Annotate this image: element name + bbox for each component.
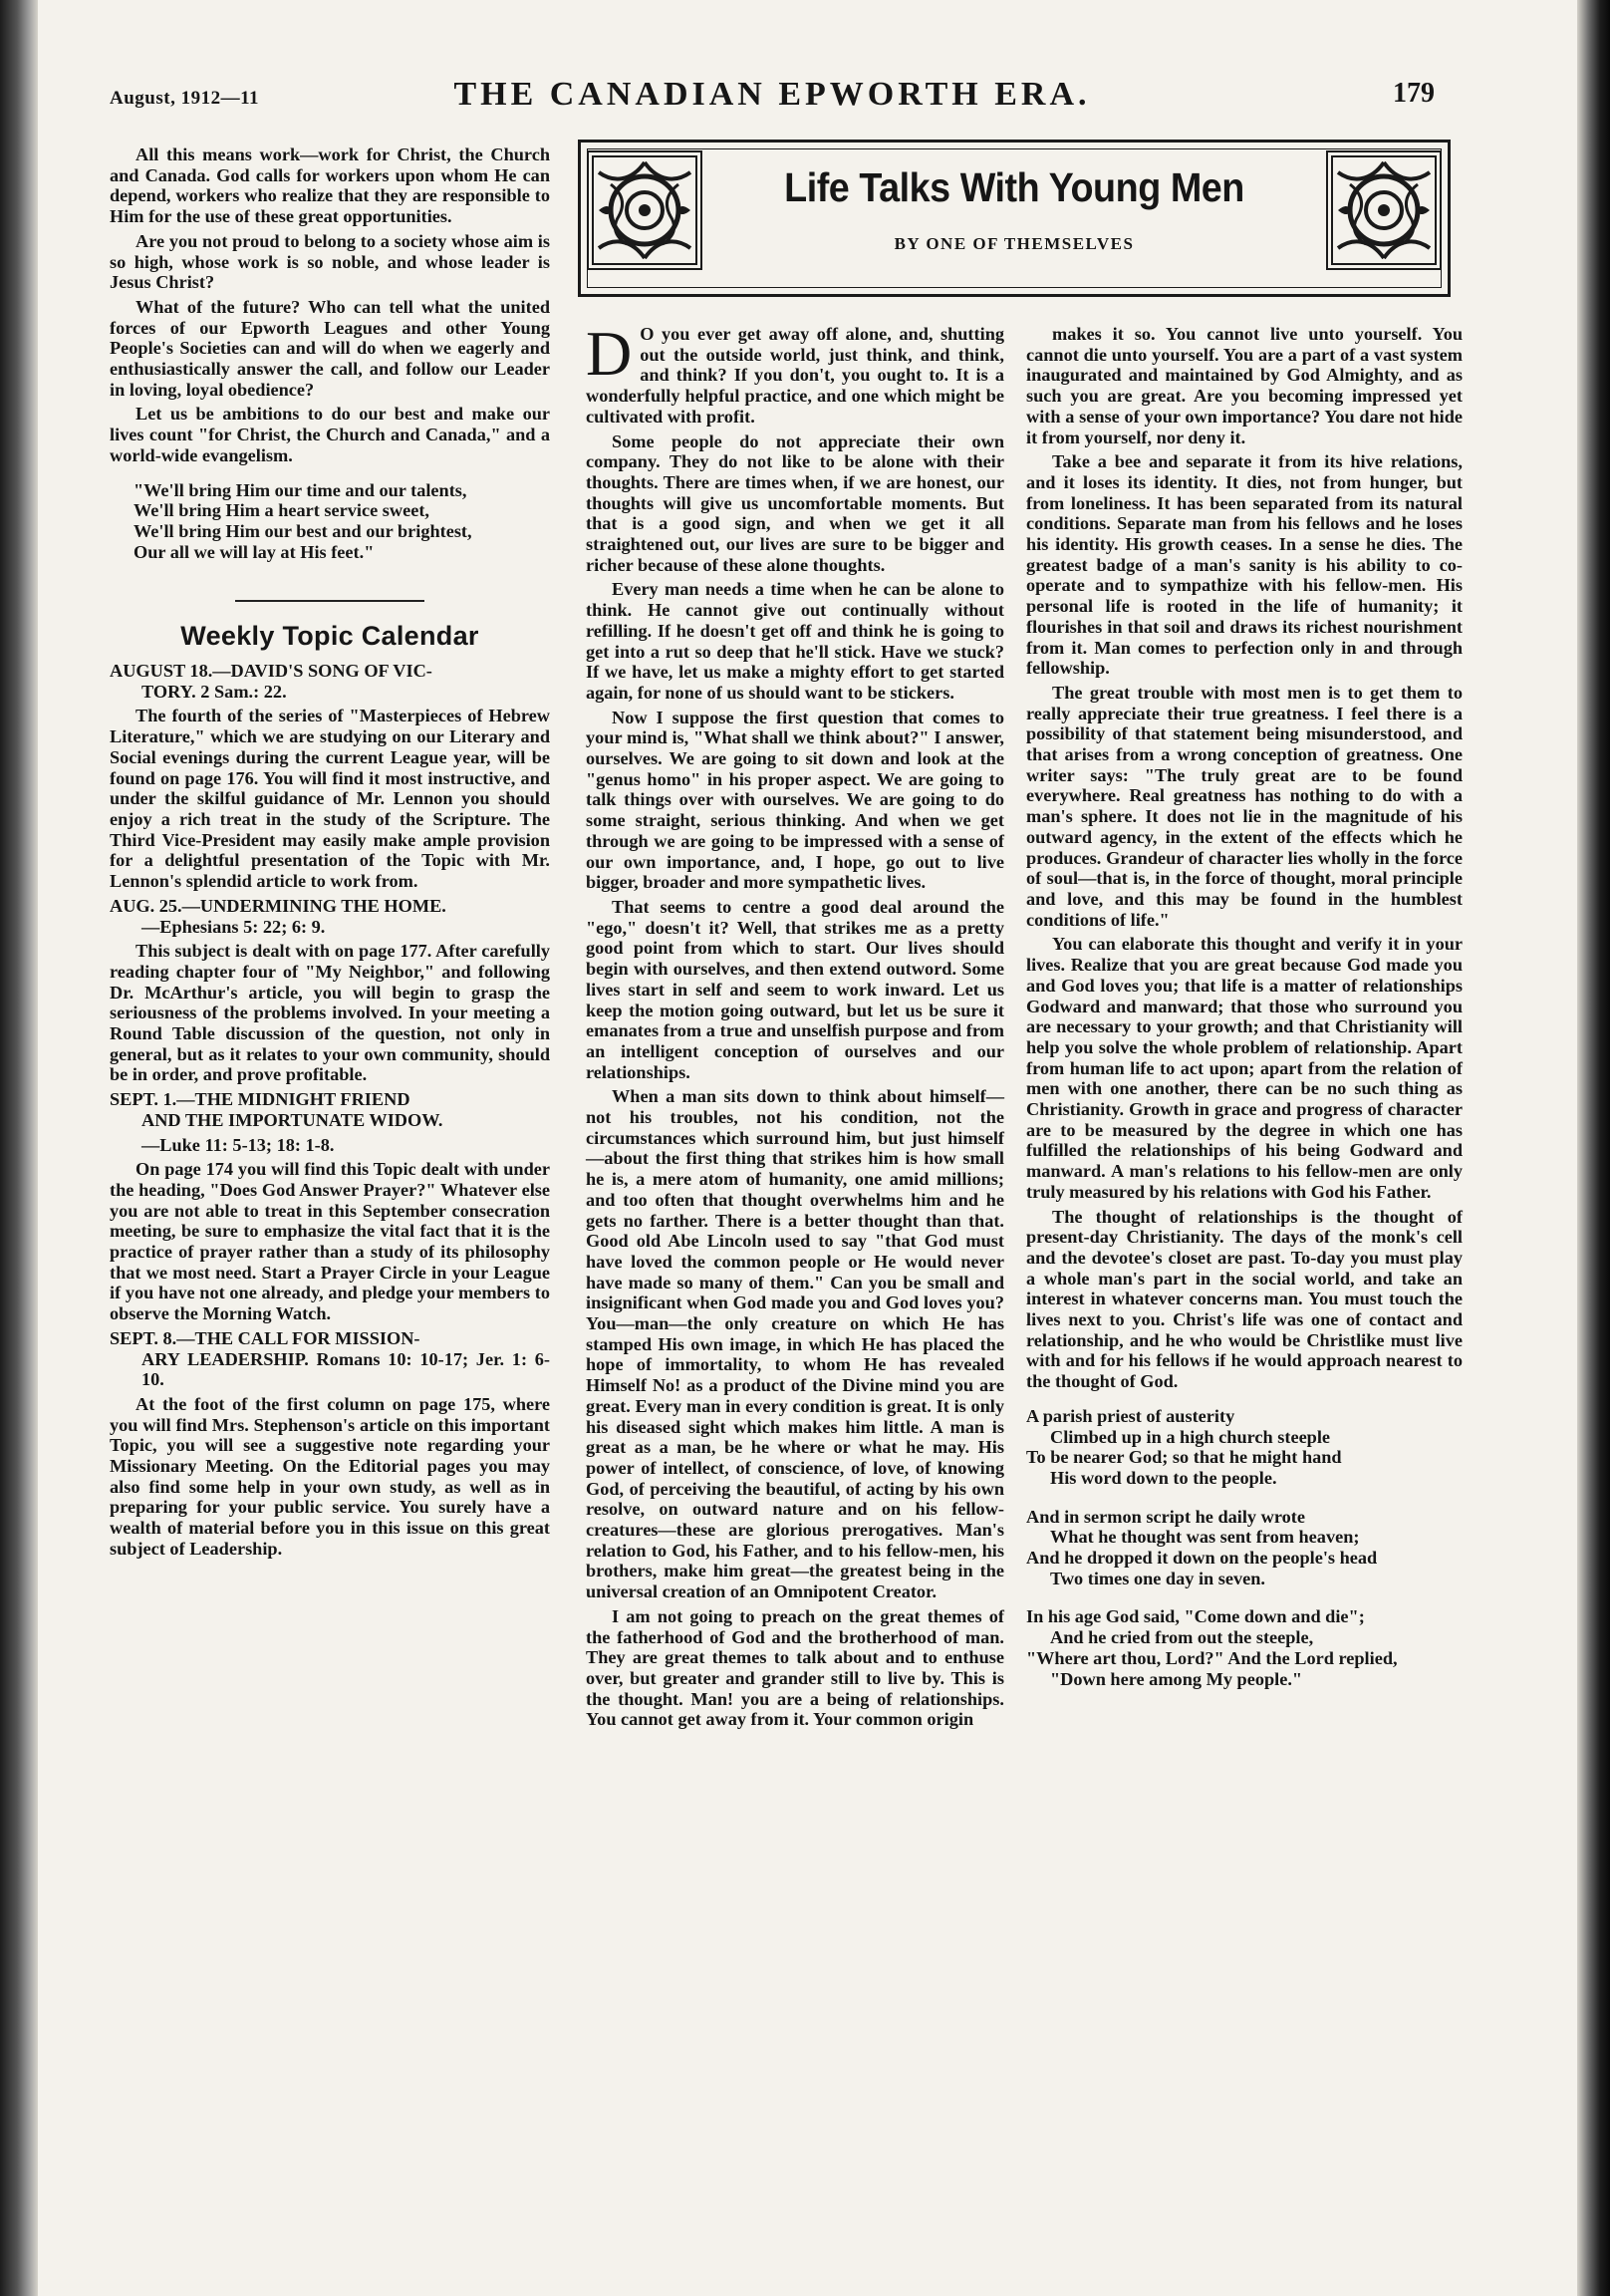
article-banner	[578, 140, 1451, 297]
verse-line: Climbed up in a high church steeple	[1050, 1426, 1331, 1447]
binding-shadow-left	[0, 0, 38, 2296]
paragraph: Let us be ambitions to do our best and make our lives count "for Christ, the Church and Canada," and a world-wide evangelism.	[110, 404, 550, 465]
verse-line: A parish priest of austerity	[1026, 1405, 1235, 1426]
paragraph: What of the future? Who can tell what the united forces of our Epworth Leagues and other Young People's Societies can and will do when we eagerly and enthusiastically answer the call, and follow our Leader in loving, loyal obedience?	[110, 296, 550, 400]
paragraph: That seems to centre a good deal around the "ego," doesn't it? Well, that strikes me as a pretty good point from which to start. Our lives should begin with ourselves, and then extend outword. Some lives start in self and seem to work inward. Let us keep the motion going outward, but let us be sure it emanates from a true and unselfish purpose and from an intelligent conception of ourselves and our relationships.	[586, 896, 1004, 1082]
header-date: August, 1912—11	[110, 88, 260, 109]
topic-subtitle: AND THE IMPORTUNATE WIDOW.	[141, 1109, 443, 1130]
paragraph: The great trouble with most men is to get them to really appreciate their true greatness. I feel there is a possibility of that statement being misunderstood, and that arises from a wrong conception of greatness. One writer says: "The truly great are to be found everywhere. Real greatness has nothing to do with a man's sphere. It does not lie in the magnitude of his outward agency, in the extent of the effects which he produces. Grandeur of character lies wholly in the force of soul—that is, in the force of thought, moral principle and love, and this may be found in the humblest conditions of life."	[1026, 682, 1463, 930]
paragraph: Take a bee and separate it from its hive relations, and it loses its identity. It dies, not from hunger, but from loneliness. It has been separated from its natural conditions. Separate man from his fellows and he loses his identity. His growth ceases. In a sense he dies. The greatest badge of a man's sanity is his ability to co-operate and to sympathize with his fellow-men. His personal life is rooted in the life of humanity; it flourishes in that soil and draws its richest nourishment from it. Man comes to perfection only in and through fellowship.	[1026, 451, 1463, 679]
topic-body: The fourth of the series of "Masterpieces of Hebrew Literature," which we are studying on our Literary and Social evenings during the current League year, will be found on page 176. You will find it most instructive, and under the skilful guidance of Mr. Lennon you should enjoy a rich treat in the study of the Scripture. The Third Vice-President may easily make ample provision for a delightful presentation of the Topic with Mr. Lennon's splendid article to work from.	[110, 706, 550, 892]
journal-title: THE CANADIAN EPWORTH ERA.	[453, 76, 1091, 113]
closing-poem	[1026, 1406, 1463, 1689]
column-left	[110, 144, 550, 1564]
topic-date: AUG. 25.—UNDERMINING THE HOME.	[110, 895, 446, 916]
topic-body: At the foot of the first column on page 175, where you will find Mrs. Stephenson's article on this important Topic, you will see a suggestive note regarding your Missionary Meeting. On the Editorial pages you may also find some help in your own study, as well as in preparing for your public service. You surely have a wealth of material before you in this issue on this great subject of Leadership.	[110, 1393, 550, 1559]
verse-line: Two times one day in seven.	[1050, 1568, 1265, 1588]
topic-scripture: ARY LEADERSHIP. Romans 10: 10-17; Jer. 1: 6-10.	[141, 1348, 550, 1390]
column-middle	[586, 318, 1004, 1734]
article-byline: BY ONE OF THEMSELVES	[894, 234, 1135, 253]
column-right	[1026, 324, 1463, 1689]
hymn-verse	[110, 480, 550, 563]
topic-heading	[110, 1328, 550, 1390]
paragraph: The thought of relationships is the thought of present-day Christianity. The days of the monk's cell and the devotee's closet are past. To-day you must play a whole man's part in the social world, and take an interest in whatever concerns man. You must touch the lives next to you. Christ's life was one of contact and relationship, and he who would be Christlike must live with and for his fellows if he would approach nearest to the thought of God.	[1026, 1206, 1463, 1392]
verse-line: In his age God said, "Come down and die";	[1026, 1606, 1365, 1627]
paragraph: All this means work—work for Christ, the Church and Canada. God calls for workers upon whom He can depend, workers who realize that they are responsible to Him for the use of these great opportunities.	[110, 144, 550, 227]
paragraph: Are you not proud to belong to a society whose aim is so high, whose work is so noble, and whose leader is Jesus Christ?	[110, 230, 550, 293]
paragraph: Every man needs a time when he can be alone to think. He cannot give out continually without refilling. If he doesn't get off and think he is going to get into a rut so deep that he'll stick. Have we stuck? If we have, let us make a mighty effort to get started again, for none of us should want to be stickers.	[586, 579, 1004, 703]
topic-body: This subject is dealt with on page 177. After carefully reading chapter four of "My Neighbor," and following Dr. McArthur's article, you will begin to grasp the seriousness of the problems involved. In your meeting a Round Table discussion of the question, not only in general, but as it relates to your own community, should be in order, and prove profitable.	[110, 941, 550, 1085]
binding-shadow-right	[1577, 0, 1610, 2296]
topic-heading	[110, 896, 550, 937]
topic-date: SEPT. 8.—THE CALL FOR MISSION-	[110, 1327, 420, 1348]
paragraph: When a man sits down to think about himself—not his troubles, not his condition, not the circumstances which surround him, but just himself—about the first thing that strikes him is how small he is, a mere atom of humanity, one amid millions; and too often that thought overwhelms him and he gets no farther. There is a better thought than that. Good old Abe Lincoln used to say "that God must have loved the common people or He would never have made so many of them." Can you be small and insignificant when God made you and God loves you? You—man—the only creature on which He has stamped His own image, in which He has placed the hope of immortality, to whom He has revealed Himself No! as a product of the Divine mind you are great. Every man in every condition is great. It is only his diseased sight which makes him little. A man is great as a man, be he where or what he may. His power of intellect, of conscience, of love, of knowing God, of perceiving the beautiful, of acting by his own resolve, on outward nature and on his fellow-creatures—these are glorious prerogatives. Man's relation to God, his Father, and to his fellow-men, his brothers, make him great—the greatest being in the universal creation of an Omnipotent Creator.	[586, 1086, 1004, 1602]
article-title: Life Talks With Young Men	[784, 164, 1244, 210]
topic-date: SEPT. 1.—THE MIDNIGHT FRIEND	[110, 1089, 410, 1110]
verse-line: And in sermon script he daily wrote	[1026, 1506, 1305, 1527]
paragraph-text: O you ever get away off alone, and, shutting out the outside world, just think, and think, and think? If you don't, you ought to. It is a wonderfully helpful practice, and one which might be cultivated with profit.	[586, 324, 1004, 427]
paragraph	[586, 318, 1004, 428]
verse-line: "We'll bring Him our time and our talents,	[134, 479, 467, 500]
verse-line: We'll bring Him our best and our brightest,	[134, 520, 472, 541]
stanza-break	[1026, 1489, 1463, 1507]
verse-line: To be nearer God; so that he might hand	[1026, 1447, 1342, 1468]
verse-line: We'll bring Him a heart service sweet,	[134, 500, 429, 521]
calendar-heading: Weekly Topic Calendar	[180, 621, 479, 652]
section-divider	[235, 600, 424, 602]
topic-date: AUGUST 18.—DAVID'S SONG OF VIC-	[110, 661, 432, 682]
verse-line: His word down to the people.	[1050, 1467, 1277, 1488]
verse-line: And he cried from out the steeple,	[1050, 1627, 1314, 1648]
topic-body: On page 174 you will find this Topic dealt with under the heading, "Does God Answer Prayer?" Whatever else you are not able to treat in this September consecration meeting, be sure to emphasize the vital fact that it is the practice of prayer rather than a study of its philosophy that we most need. Start a Prayer Circle in your League if you have not one already, and pledge your members to observe the Morning Watch.	[110, 1159, 550, 1324]
drop-cap: D	[586, 318, 633, 389]
topic-heading	[110, 1089, 550, 1130]
page-number: 179	[1393, 78, 1435, 109]
verse-line: "Down here among My people."	[1050, 1668, 1303, 1689]
paragraph: makes it so. You cannot live unto yourself. You cannot die unto yourself. You are a part of a vast system inaugurated and maintained by God Almighty, and as such you are great. Are you becoming impressed yet with a sense of your own importance? You dare not hide it from yourself, nor deny it.	[1026, 324, 1463, 447]
topic-scripture: —Ephesians 5: 22; 6: 9.	[141, 916, 326, 937]
topic-heading	[110, 661, 550, 702]
topic-scripture: —Luke 11: 5-13; 18: 1-8.	[141, 1134, 335, 1155]
ornament-icon	[1326, 150, 1442, 270]
running-header	[110, 72, 1435, 122]
verse-line: And he dropped it down on the people's head	[1026, 1548, 1378, 1569]
ornament-icon	[587, 150, 702, 270]
paragraph: Now I suppose the first question that comes to your mind is, "What shall we think about?" I answer, ourselves. We are going to sit down and look at the "genus homo" in his proper aspect. We are going to talk things over with ourselves. We are going to do some straight, serious thinking. And when we get through we are going to be impressed with a sense of our own importance, and, I hope, go out to live bigger, broader and more sympathetic lives.	[586, 707, 1004, 893]
paragraph: You can elaborate this thought and verify it in your lives. Realize that you are great because God made you and God loves you; that life is a matter of relationships Godward and manward; that those who surround you are necessary to your growth; and that Christianity will help you solve the whole problem of relationship. Apart from human life to act upon; apart from the relation of men with one another, there can be no such thing as Christianity. Growth in grace and progress of character are to be measured by the degree in which one has fulfilled the relationships of his being Godward and manward. A man's relations to his fellow-men are only truly measured by his relations with God his Father.	[1026, 934, 1463, 1202]
paragraph: I am not going to preach on the great themes of the fatherhood of God and the brotherhood of man. They are great themes to talk about and to enthuse over, but greater and grander still to live by. This is the thought. Man! you are a being of relationships. You cannot get away from it. Your common origin	[586, 1605, 1004, 1730]
verse-line: Our all we will lay at His feet."	[134, 541, 375, 562]
verse-line: "Where art thou, Lord?" And the Lord replied,	[1026, 1647, 1398, 1668]
verse-line: What he thought was sent from heaven;	[1050, 1527, 1360, 1548]
topic-scripture: TORY. 2 Sam.: 22.	[141, 681, 287, 702]
stanza-break	[1026, 1588, 1463, 1606]
paragraph: Some people do not appreciate their own company. They do not like to be alone with their thoughts. There are times when, if we are honest, our thoughts will give us uncomfortable moments. But that is a good sign, and when we get it all straightened out, our lives are sure to be bigger and richer because of these alone thoughts.	[586, 430, 1004, 575]
